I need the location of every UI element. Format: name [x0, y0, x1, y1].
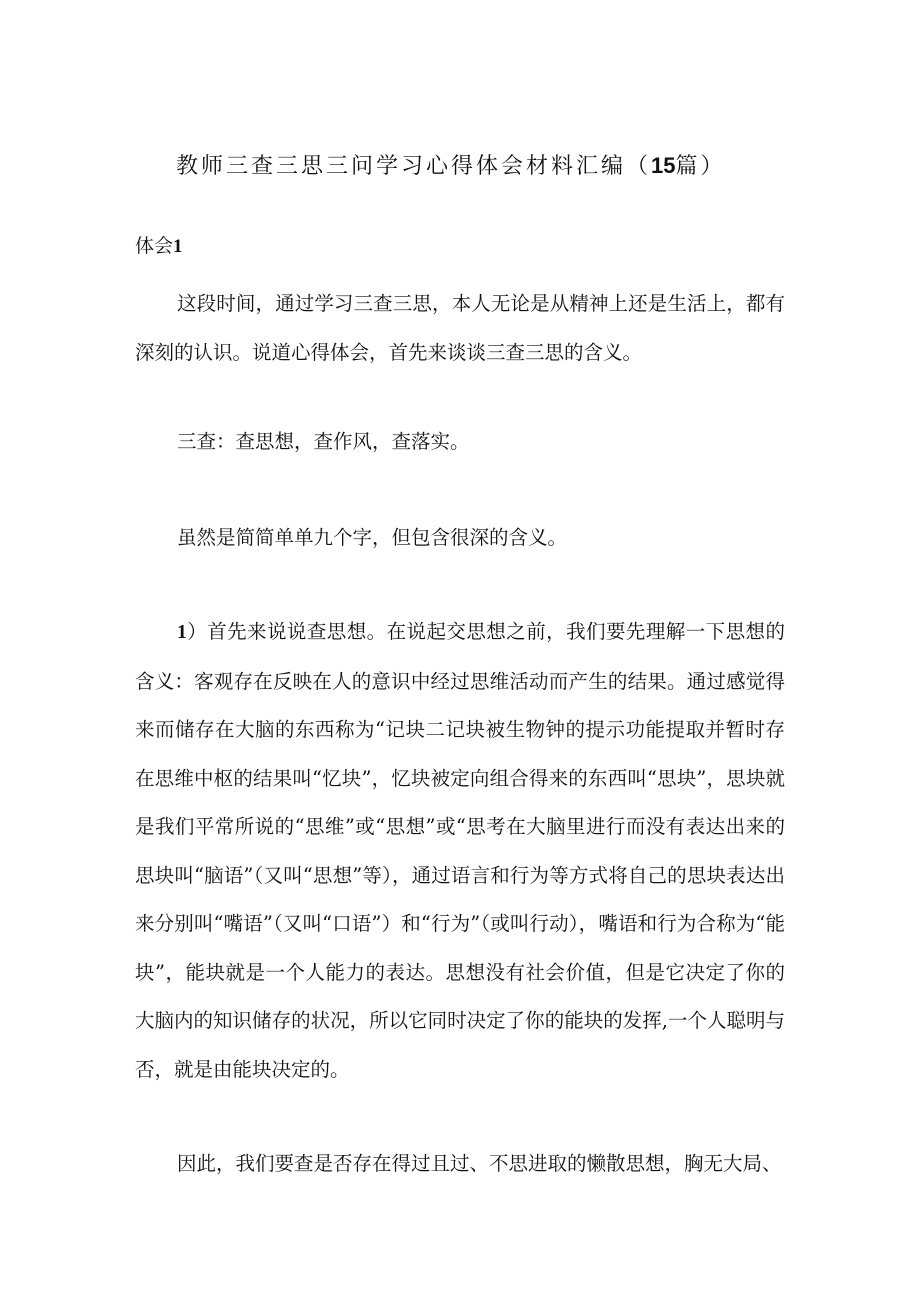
section-heading [135, 232, 183, 261]
paragraph-check-thought [135, 608, 785, 1094]
section-label: 体会 [135, 235, 174, 257]
paragraph-check-thought-text: ）首先来说说查思想。在说起交思想之前，我们要先理解一下思想的含义：客观存在反映在人的意识中经过思维活动而产生的结果。通过感觉得来而储存在大脑的东西称为“记块二记块被生物钟的提示功能提取并暂时存在思维中枢的结果叫“忆块”，忆块被定向组合得来的东西叫“思块”，思块就是我们平常所说的“思维”或“思想”或“思考在大脑里进行而没有表达出来的思块叫“脑语”（又叫“思想”等），通过语言和行为等方式将自己的思块表达出来分别叫“嘴语”（又叫“口语”）和“行为”（或叫行动），嘴语和行为合称为“能块”，能块就是一个人能力的表达。思想没有社会价值，但是它决定了你的大脑内的知识储存的状况，所以它同时决定了你的能块的发挥,一个人聪明与否，就是由能块决定的。 [135, 620, 785, 1081]
paragraph-intro: 这段时间，通过学习三查三思，本人无论是从精神上还是生活上，都有深刻的认识。说道心得体会，首先来谈谈三查三思的含义。 [135, 292, 785, 364]
title-main: 教师三查三思三问学习心得体会材料汇编 [176, 154, 627, 179]
paragraph-three-checks: 三查：查思想，查作风，查落实。 [177, 430, 470, 453]
paragraph-therefore: 因此，我们要查是否存在得过且过、不思进取的懒散思想，胸无大局、 [177, 1152, 782, 1175]
section-number: 1 [173, 236, 183, 257]
paragraph-nine-characters: 虽然是简简单单九个字，但包含很深的含义。 [177, 526, 568, 549]
list-number: 1 [177, 622, 187, 643]
title-paren-open: （ [626, 154, 652, 179]
title-rest: 篇） [675, 154, 726, 179]
document-title [176, 150, 796, 183]
title-count: 15 [651, 153, 676, 178]
